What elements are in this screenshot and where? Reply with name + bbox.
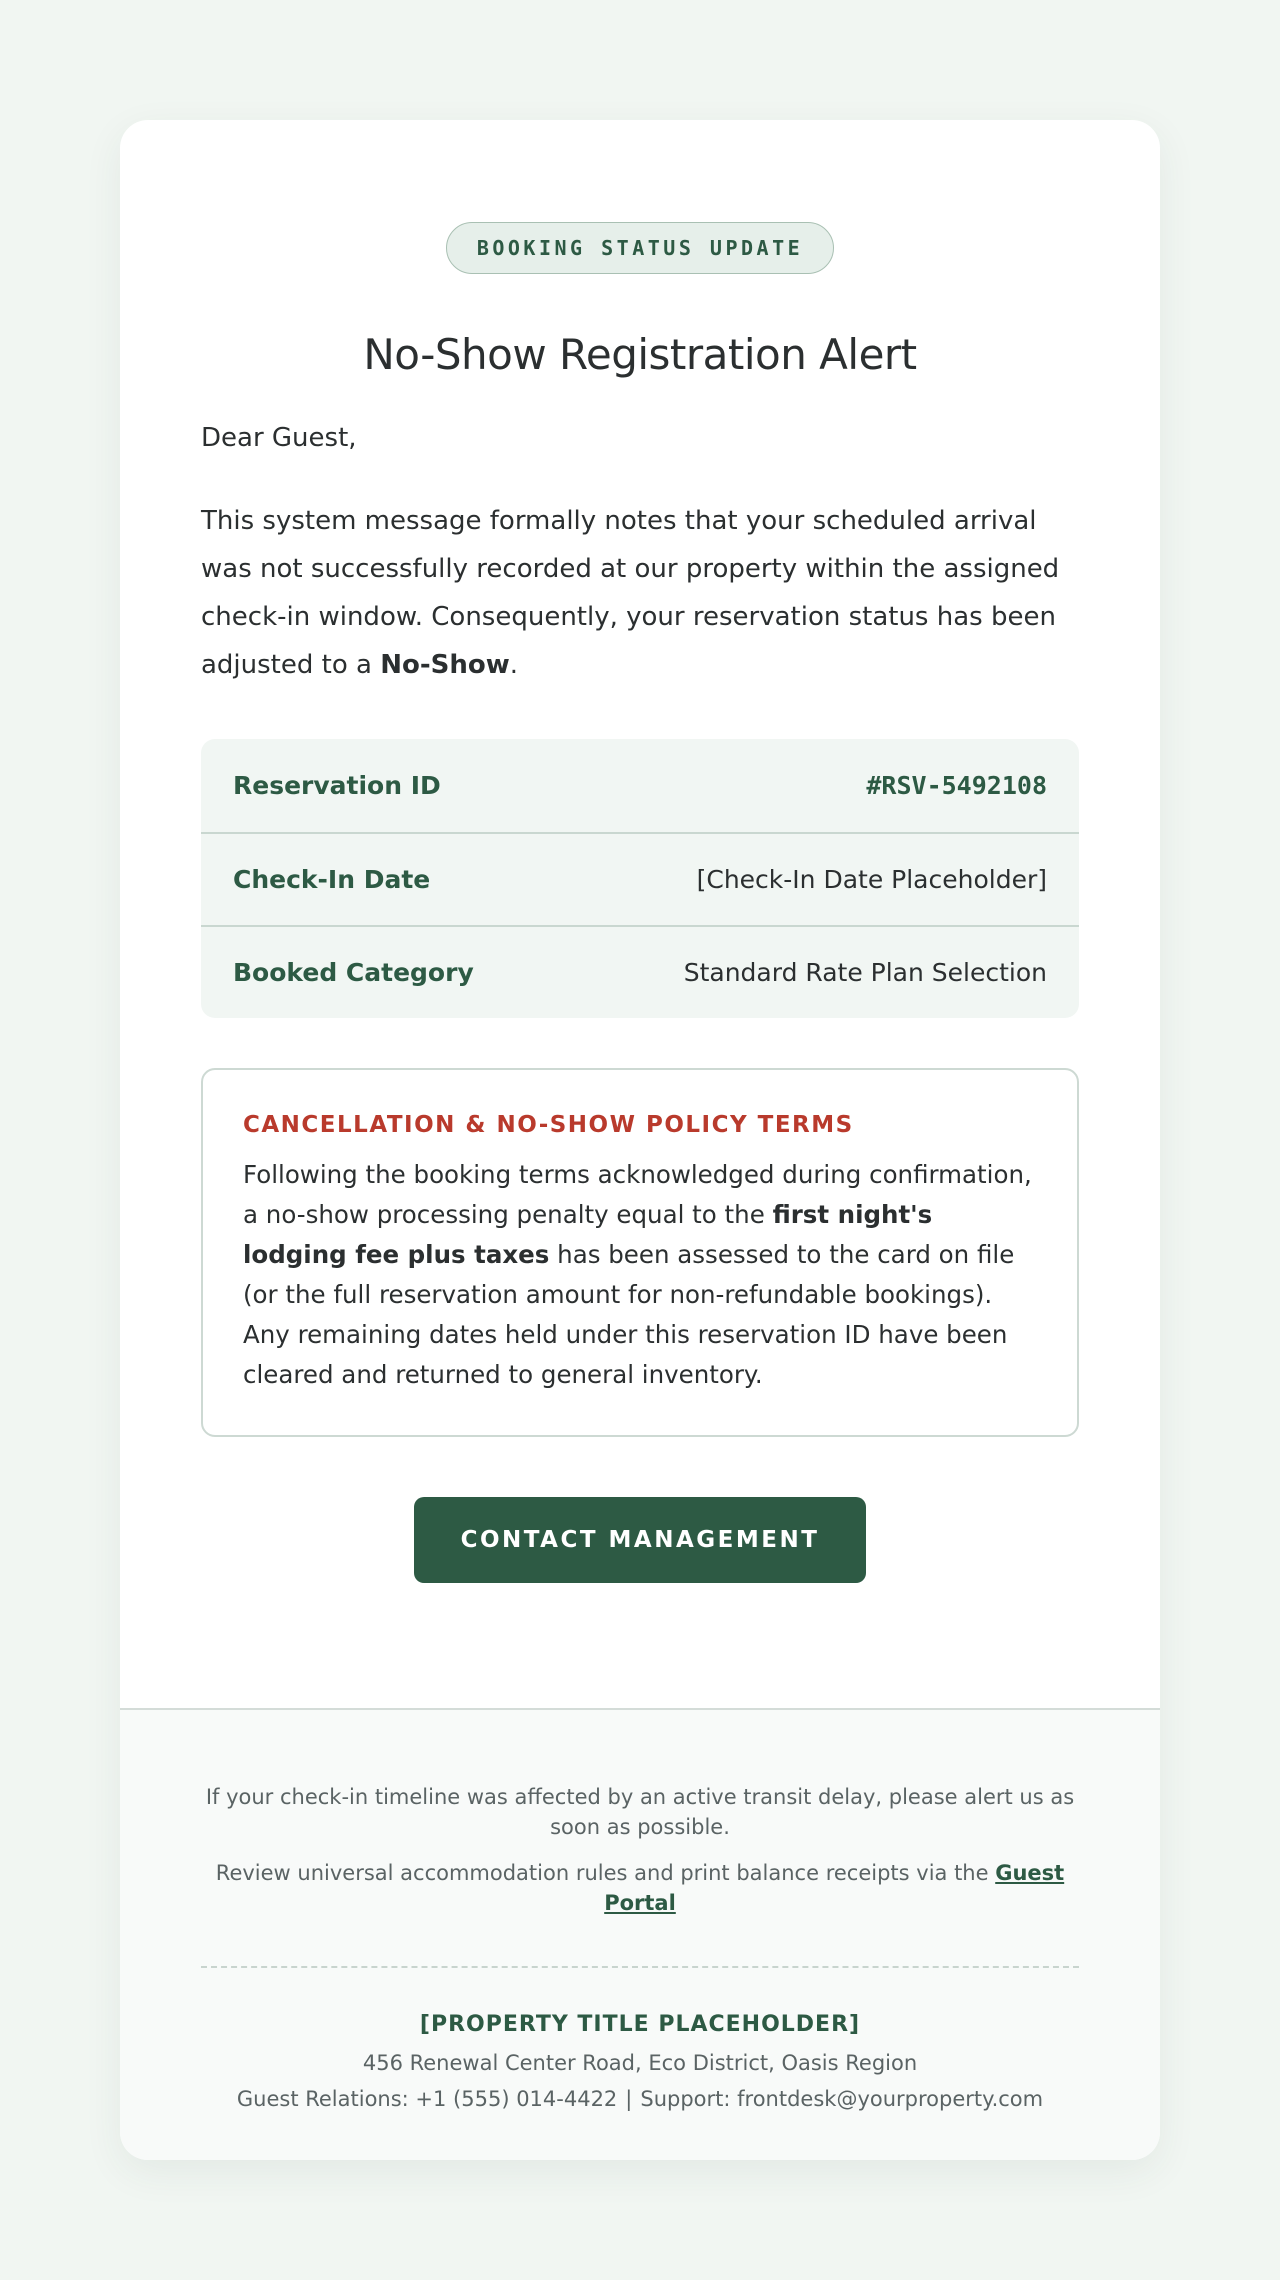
support-email: Support: frontdesk@yourproperty.com [640, 2087, 1044, 2111]
detail-label: Reservation ID [233, 770, 441, 800]
footer-portal-prefix: Review universal accommodation rules and print balance receipts via the [215, 1861, 996, 1885]
policy-box [201, 1068, 1079, 1438]
email-footer [120, 1708, 1160, 2160]
status-badge: BOOKING STATUS UPDATE [446, 222, 834, 274]
footer-delay-note: If your check-in timeline was affected by an active transit delay, please alert us as soon as possible. [205, 1785, 1075, 1839]
detail-row-reservation-id [201, 739, 1079, 832]
policy-heading: CANCELLATION & NO-SHOW POLICY TERMS [243, 1111, 854, 1138]
policy-text-suffix: has been assessed to the card on file (or the full reservation amount for non-refundable bookings). Any remaining dates held under this reservation ID have been cleared and returned to general inventory. [243, 1240, 1015, 1390]
policy-text [243, 1155, 1037, 1395]
message-body-prefix: This system message formally notes that your scheduled arrival was not successfully recorded at our property within the assigned check-in window. Consequently, your reservation status has been adjusted to a [201, 505, 1060, 680]
cta-wrapper [201, 1497, 1079, 1583]
guest-portal-link[interactable]: Guest Portal [604, 1861, 1065, 1915]
detail-label: Booked Category [233, 957, 474, 987]
property-title: [PROPERTY TITLE PLACEHOLDER] [419, 2012, 861, 2037]
reservation-id-value: #RSV-5492108 [866, 770, 1047, 800]
page-title: No-Show Registration Alert [363, 330, 917, 379]
contact-separator: | [625, 2087, 633, 2111]
guest-relations-phone: Guest Relations: +1 (555) 014-4422 [236, 2087, 618, 2111]
booked-category-value: Standard Rate Plan Selection [683, 957, 1047, 987]
greeting: Dear Guest, [201, 423, 357, 454]
check-in-date-value: [Check-In Date Placeholder] [696, 864, 1047, 894]
reservation-details-table [201, 739, 1079, 1018]
email-main-content [120, 120, 1160, 1708]
email-card [120, 120, 1160, 2160]
badge-wrapper [201, 120, 1079, 274]
policy-penalty: first night's lodging fee plus taxes [243, 1200, 933, 1270]
detail-row-check-in-date [201, 832, 1079, 925]
property-address: 456 Renewal Center Road, Eco District, Oasis Region [362, 2051, 918, 2075]
message-body [201, 497, 1079, 689]
reservation-status: No-Show [380, 649, 510, 680]
message-body-suffix: . [509, 649, 519, 680]
property-contact [201, 2081, 1079, 2117]
detail-row-booked-category [201, 925, 1079, 1018]
contact-management-button[interactable]: CONTACT MANAGEMENT [414, 1497, 866, 1583]
footer-divider [201, 1966, 1079, 1968]
footer-portal-note [201, 1858, 1079, 1918]
policy-text-prefix: Following the booking terms acknowledged during confirmation, a no-show processing penalty equal to the [243, 1160, 1032, 1230]
detail-label: Check-In Date [233, 864, 431, 894]
